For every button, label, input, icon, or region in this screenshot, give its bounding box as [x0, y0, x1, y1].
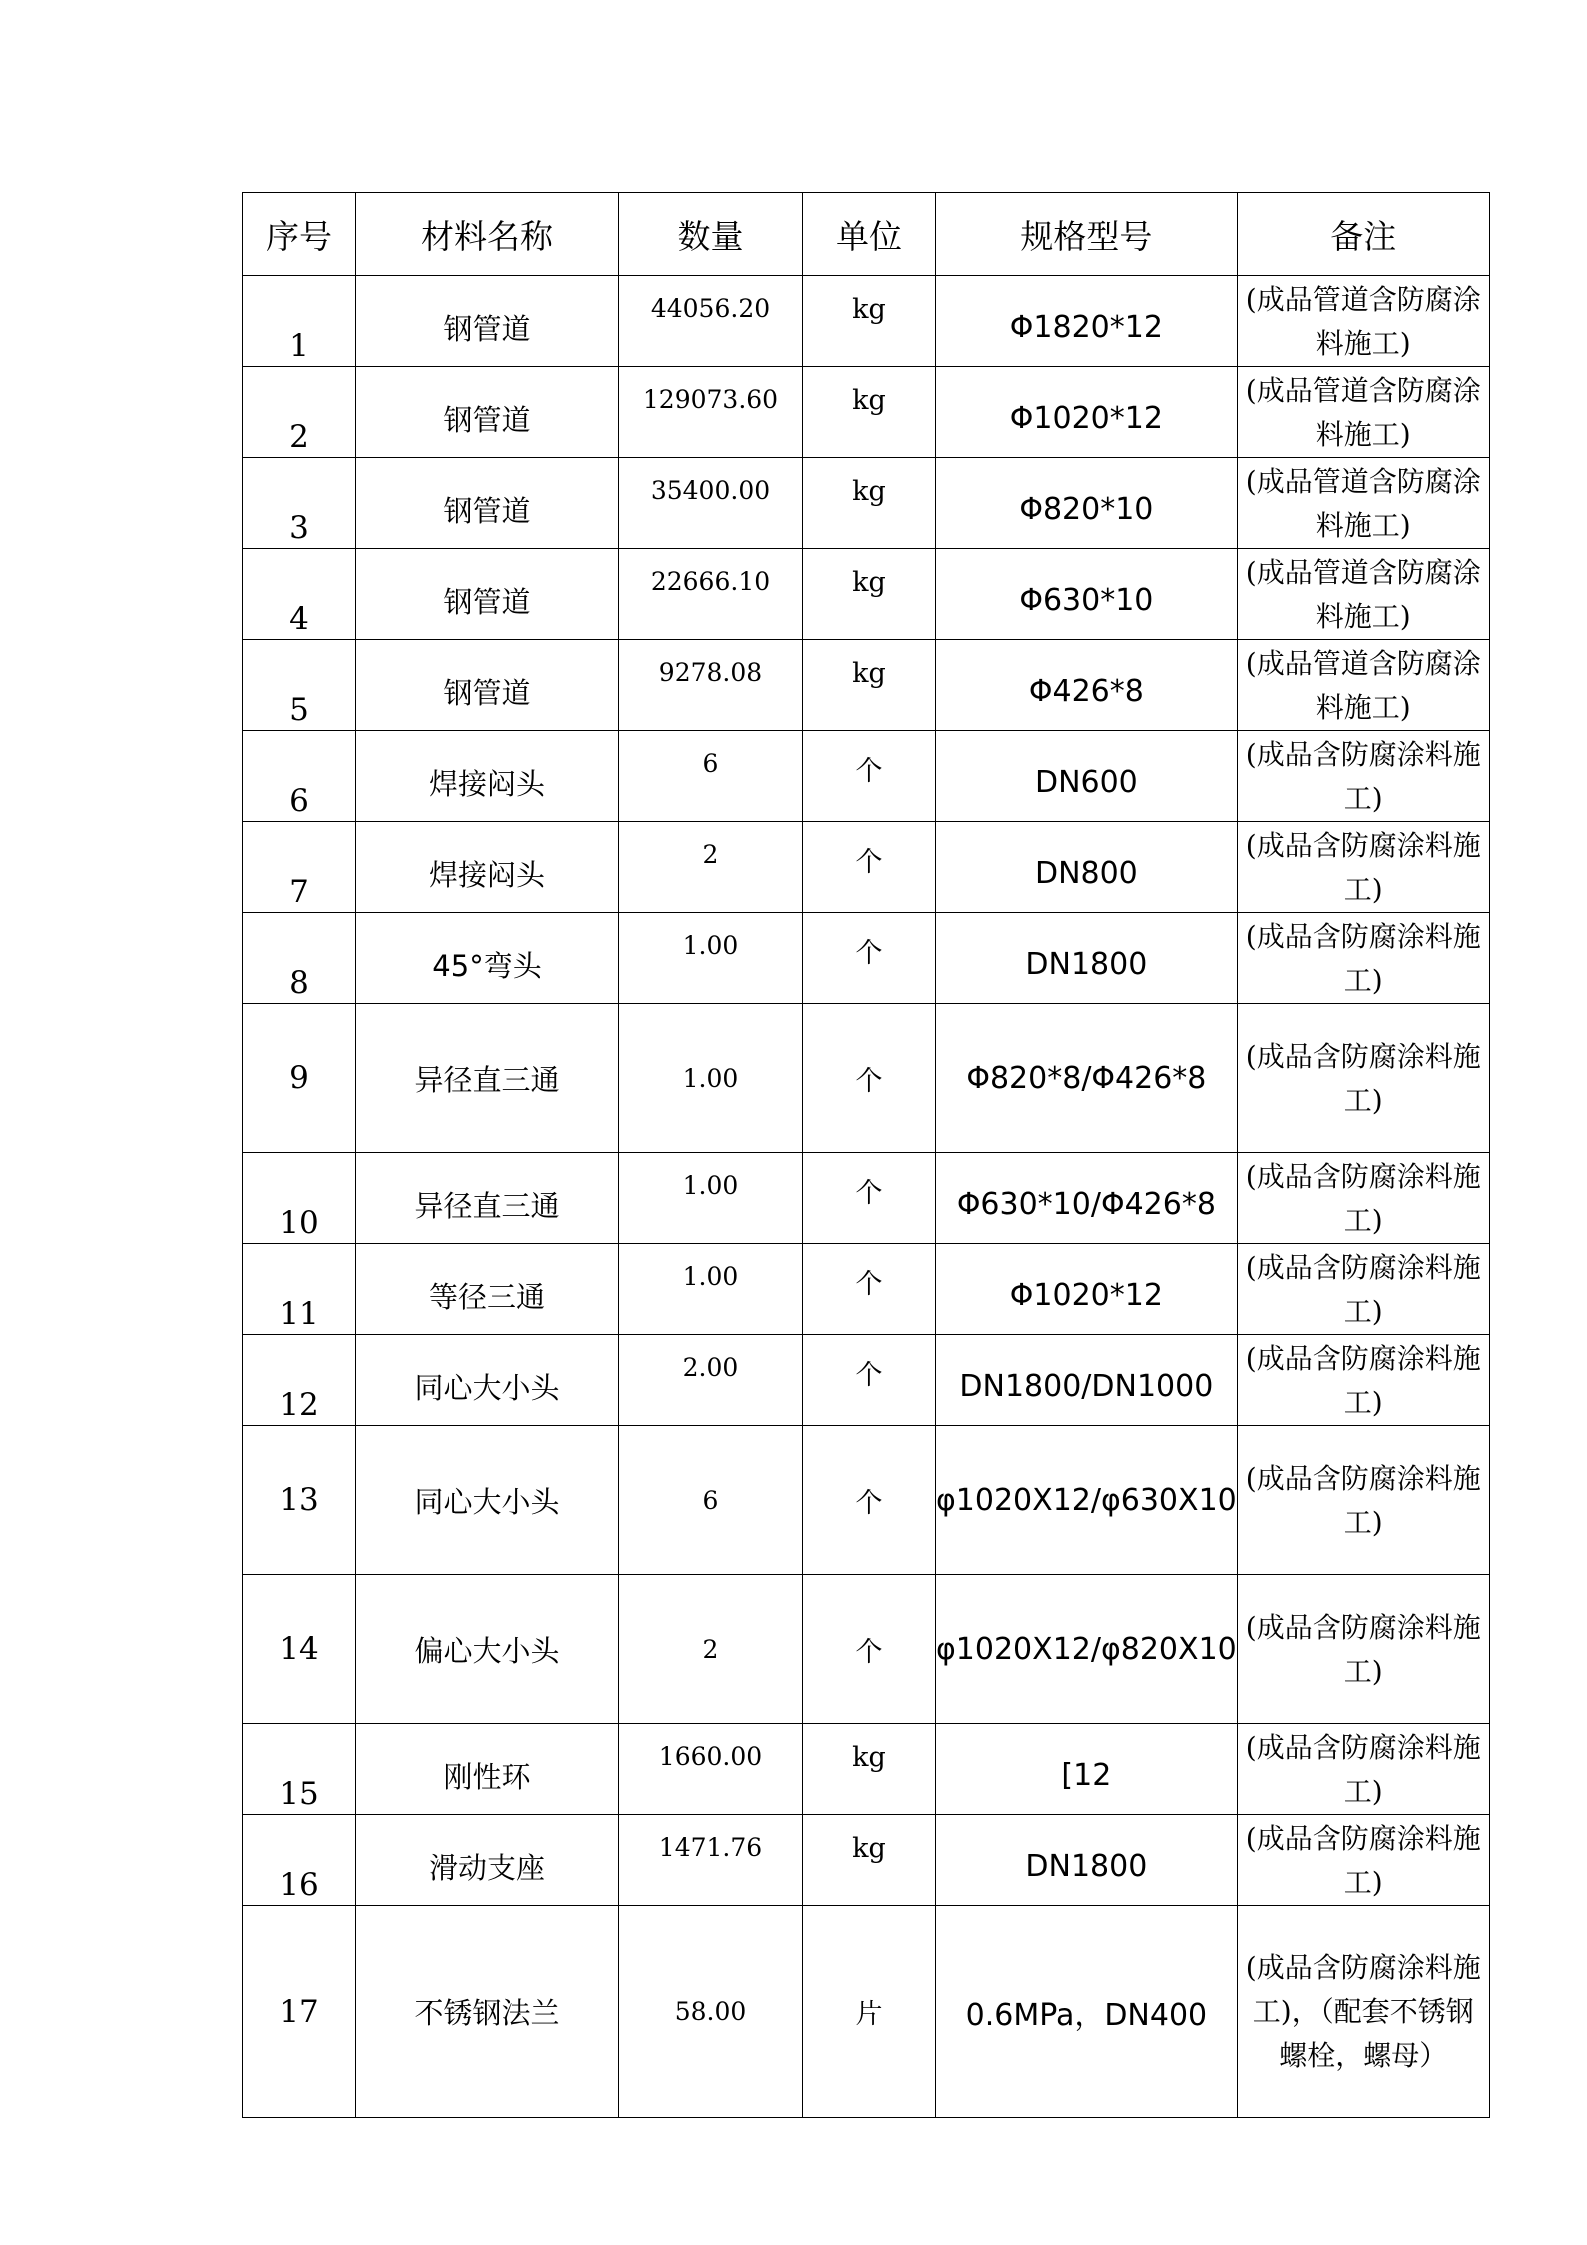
- cell-index: [243, 1153, 356, 1244]
- header-note: 备注: [1237, 193, 1489, 276]
- cell-note: [1237, 276, 1489, 367]
- cell-name-text: 同心大小头: [414, 1484, 560, 1519]
- cell-idx-text: 5: [289, 692, 309, 728]
- cell-idx-text: 7: [289, 874, 309, 910]
- cell-name: [356, 1004, 619, 1153]
- cell-note: [1237, 1724, 1489, 1815]
- cell-unit: [803, 822, 936, 913]
- cell-index: [243, 549, 356, 640]
- cell-qty: [619, 822, 803, 913]
- cell-name-text: 偏心大小头: [414, 1633, 560, 1668]
- cell-name: [356, 1575, 619, 1724]
- cell-idx-text: 17: [279, 1993, 319, 2030]
- cell-unit: [803, 1004, 936, 1153]
- cell-unit: [803, 640, 936, 731]
- cell-unit-text: kg: [852, 1742, 886, 1773]
- cell-spec-text: Φ820*8/Φ426*8: [966, 1060, 1207, 1096]
- cell-qty-text: 1.00: [682, 1063, 739, 1093]
- cell-qty-text: 1.00: [682, 1171, 739, 1200]
- cell-spec: [936, 1906, 1238, 2118]
- header-spec: 规格型号: [936, 193, 1238, 276]
- cell-idx-text: 6: [289, 783, 309, 819]
- cell-idx-text: 14: [279, 1631, 319, 1667]
- cell-name-text: 钢管道: [443, 402, 531, 437]
- cell-note-text: (成品管道含防腐涂料施工): [1245, 647, 1481, 724]
- cell-unit-text: kg: [852, 1833, 886, 1864]
- cell-spec-text: Φ630*10/Φ426*8: [956, 1186, 1216, 1222]
- table-row: [243, 1906, 1490, 2118]
- cell-idx-text: 1: [289, 328, 309, 364]
- cell-note: [1237, 822, 1489, 913]
- cell-note-text: (成品管道含防腐涂料施工): [1245, 283, 1481, 360]
- cell-qty-text: 22666.10: [650, 567, 771, 596]
- cell-unit-text: kg: [852, 567, 886, 598]
- cell-spec: [936, 822, 1238, 913]
- cell-note: [1237, 1244, 1489, 1335]
- cell-note-text: (成品含防腐涂料施工): [1245, 1611, 1481, 1688]
- cell-note: [1237, 367, 1489, 458]
- cell-unit-text: 个: [855, 1636, 883, 1668]
- cell-unit: [803, 1153, 936, 1244]
- cell-spec-text: Φ820*10: [1019, 491, 1154, 527]
- cell-spec: [936, 1724, 1238, 1815]
- cell-note-text: (成品含防腐涂料施工): [1245, 829, 1481, 906]
- cell-index: [243, 1724, 356, 1815]
- cell-unit-text: 个: [855, 1360, 883, 1391]
- cell-unit: [803, 1426, 936, 1575]
- cell-unit: [803, 1815, 936, 1906]
- cell-name-text: 钢管道: [443, 493, 531, 528]
- cell-note: [1237, 458, 1489, 549]
- cell-name: [356, 1906, 619, 2118]
- cell-note: [1237, 1815, 1489, 1906]
- cell-index: [243, 1335, 356, 1426]
- cell-note-text: (成品含防腐涂料施工): [1245, 1251, 1481, 1328]
- cell-unit-text: kg: [852, 294, 886, 325]
- cell-note-text: (成品管道含防腐涂料施工): [1245, 465, 1481, 542]
- cell-name: [356, 367, 619, 458]
- table-row: [243, 276, 1490, 367]
- cell-name-text: 钢管道: [443, 675, 531, 710]
- cell-spec-text: DN600: [1034, 764, 1138, 800]
- table-row: [243, 731, 1490, 822]
- cell-spec: [936, 458, 1238, 549]
- cell-qty: [619, 1004, 803, 1153]
- cell-name: [356, 1153, 619, 1244]
- table-row: [243, 1335, 1490, 1426]
- cell-name: [356, 1426, 619, 1575]
- cell-spec-text: DN1800: [1025, 1848, 1148, 1884]
- cell-unit-text: 个: [855, 938, 883, 969]
- cell-name-text: 焊接闷头: [428, 766, 545, 801]
- cell-qty-text: 1.00: [682, 931, 739, 960]
- cell-note-text: (成品管道含防腐涂料施工): [1245, 374, 1481, 451]
- cell-unit: [803, 549, 936, 640]
- cell-qty-text: 2: [702, 1634, 719, 1664]
- cell-idx-text: 11: [279, 1296, 319, 1332]
- table-row: [243, 458, 1490, 549]
- cell-note: [1237, 1575, 1489, 1724]
- header-index: 序号: [243, 193, 356, 276]
- cell-qty: [619, 1335, 803, 1426]
- cell-spec-text: Φ426*8: [1028, 673, 1144, 709]
- cell-note-text: (成品含防腐涂料施工)，（配套不锈钢螺栓，螺母）: [1245, 1950, 1481, 2072]
- cell-name: [356, 1335, 619, 1426]
- cell-idx-text: 4: [289, 601, 309, 637]
- cell-spec: [936, 1004, 1238, 1153]
- cell-spec: [936, 276, 1238, 367]
- cell-idx-text: 12: [279, 1387, 319, 1423]
- cell-qty-text: 6: [702, 749, 719, 778]
- cell-unit: [803, 367, 936, 458]
- cell-qty-text: 9278.08: [658, 658, 763, 687]
- cell-qty: [619, 1906, 803, 2118]
- cell-spec-text: Φ1020*12: [1009, 400, 1163, 436]
- cell-note-text: (成品含防腐涂料施工): [1245, 1160, 1481, 1237]
- cell-note: [1237, 913, 1489, 1004]
- cell-name-text: 钢管道: [443, 311, 531, 346]
- table-row: [243, 1153, 1490, 1244]
- cell-qty-text: 1471.76: [658, 1833, 763, 1862]
- cell-qty-text: 44056.20: [650, 294, 771, 323]
- table-row: [243, 1575, 1490, 1724]
- cell-qty-text: 129073.60: [642, 385, 779, 414]
- cell-spec-text: DN1800: [1025, 946, 1148, 982]
- cell-index: [243, 1575, 356, 1724]
- cell-qty-text: 2.00: [682, 1353, 739, 1382]
- cell-note: [1237, 549, 1489, 640]
- cell-spec-text: φ1020X12/φ820X10: [936, 1631, 1237, 1667]
- cell-qty: [619, 640, 803, 731]
- cell-unit: [803, 1244, 936, 1335]
- cell-qty: [619, 1575, 803, 1724]
- cell-note-text: (成品含防腐涂料施工): [1245, 1342, 1481, 1419]
- cell-name: [356, 731, 619, 822]
- cell-name: [356, 1724, 619, 1815]
- cell-name-text: 等径三通: [428, 1279, 545, 1314]
- table-row: [243, 913, 1490, 1004]
- table-row: [243, 367, 1490, 458]
- cell-spec: [936, 549, 1238, 640]
- cell-note: [1237, 1426, 1489, 1575]
- cell-name-text: 同心大小头: [414, 1370, 560, 1405]
- cell-index: [243, 1004, 356, 1153]
- cell-name-text: 异径直三通: [414, 1062, 560, 1097]
- cell-note-text: (成品含防腐涂料施工): [1245, 1822, 1481, 1899]
- cell-name-text: 刚性环: [443, 1759, 531, 1794]
- cell-spec: [936, 640, 1238, 731]
- cell-note-text: (成品管道含防腐涂料施工): [1245, 556, 1481, 633]
- cell-index: [243, 1244, 356, 1335]
- cell-index: [243, 276, 356, 367]
- cell-spec: [936, 1244, 1238, 1335]
- cell-spec: [936, 1153, 1238, 1244]
- cell-qty: [619, 276, 803, 367]
- cell-qty: [619, 731, 803, 822]
- cell-unit-text: 个: [855, 847, 883, 878]
- cell-spec-text: Φ1020*12: [1009, 1277, 1163, 1313]
- cell-unit-text: 片: [855, 1999, 883, 2030]
- cell-spec: [936, 1335, 1238, 1426]
- cell-unit-text: kg: [852, 658, 886, 689]
- table-row: [243, 640, 1490, 731]
- cell-qty: [619, 458, 803, 549]
- cell-unit-text: 个: [855, 756, 883, 787]
- cell-note-text: (成品含防腐涂料施工): [1245, 1040, 1481, 1117]
- cell-spec-text: [12: [1061, 1757, 1112, 1793]
- cell-spec-text: Φ630*10: [1019, 582, 1154, 618]
- cell-name: [356, 1815, 619, 1906]
- cell-qty: [619, 1244, 803, 1335]
- cell-index: [243, 367, 356, 458]
- cell-idx-text: 13: [279, 1482, 319, 1518]
- cell-unit-text: kg: [852, 385, 886, 416]
- cell-qty: [619, 1724, 803, 1815]
- cell-qty-text: 2: [702, 840, 719, 869]
- cell-spec-text: φ1020X12/φ630X10: [936, 1482, 1237, 1518]
- cell-qty: [619, 367, 803, 458]
- cell-spec-text: DN800: [1034, 855, 1138, 891]
- cell-name: [356, 913, 619, 1004]
- table-row: [243, 1724, 1490, 1815]
- cell-unit: [803, 1575, 936, 1724]
- header-name: 材料名称: [356, 193, 619, 276]
- cell-idx-text: 8: [289, 965, 309, 1001]
- cell-name-text: 45°弯头: [432, 948, 542, 983]
- cell-spec: [936, 731, 1238, 822]
- cell-note: [1237, 1335, 1489, 1426]
- cell-idx-text: 16: [279, 1867, 319, 1903]
- cell-idx-text: 2: [289, 419, 309, 455]
- table-row: [243, 1426, 1490, 1575]
- table-row: [243, 1004, 1490, 1153]
- cell-name: [356, 1244, 619, 1335]
- cell-qty: [619, 1153, 803, 1244]
- cell-note: [1237, 640, 1489, 731]
- cell-spec: [936, 913, 1238, 1004]
- cell-name: [356, 276, 619, 367]
- cell-index: [243, 640, 356, 731]
- cell-index: [243, 822, 356, 913]
- cell-idx-text: 15: [279, 1776, 319, 1812]
- cell-qty-text: 1.00: [682, 1262, 739, 1291]
- header-row: [243, 193, 1490, 276]
- cell-note: [1237, 1004, 1489, 1153]
- cell-index: [243, 458, 356, 549]
- cell-unit: [803, 276, 936, 367]
- cell-note: [1237, 1906, 1489, 2118]
- cell-note-text: (成品含防腐涂料施工): [1245, 738, 1481, 815]
- cell-qty: [619, 1815, 803, 1906]
- cell-unit-text: 个: [855, 1065, 883, 1097]
- cell-spec: [936, 1426, 1238, 1575]
- table-row: [243, 822, 1490, 913]
- cell-index: [243, 1906, 356, 2118]
- table-row: [243, 549, 1490, 640]
- cell-note-text: (成品含防腐涂料施工): [1245, 920, 1481, 997]
- cell-name-text: 滑动支座: [428, 1850, 545, 1885]
- cell-idx-text: 10: [279, 1205, 319, 1241]
- table-row: [243, 1244, 1490, 1335]
- cell-spec-text: Φ1820*12: [1009, 309, 1163, 345]
- cell-qty: [619, 549, 803, 640]
- cell-unit-text: kg: [852, 476, 886, 507]
- cell-spec: [936, 1575, 1238, 1724]
- cell-unit: [803, 731, 936, 822]
- cell-qty-text: 6: [702, 1485, 719, 1515]
- cell-note-text: (成品含防腐涂料施工): [1245, 1731, 1481, 1808]
- table-row: [243, 1815, 1490, 1906]
- cell-unit: [803, 458, 936, 549]
- cell-qty: [619, 913, 803, 1004]
- cell-spec: [936, 1815, 1238, 1906]
- cell-name-text: 异径直三通: [414, 1188, 560, 1223]
- cell-unit-text: 个: [855, 1178, 883, 1209]
- cell-qty: [619, 1426, 803, 1575]
- cell-index: [243, 913, 356, 1004]
- cell-qty-text: 35400.00: [650, 476, 771, 505]
- cell-name: [356, 822, 619, 913]
- cell-name: [356, 458, 619, 549]
- cell-spec-text: 0.6MPa，DN400: [965, 1997, 1208, 2033]
- cell-index: [243, 731, 356, 822]
- cell-unit-text: 个: [855, 1487, 883, 1519]
- cell-unit: [803, 1335, 936, 1426]
- header-unit: 单位: [803, 193, 936, 276]
- cell-unit-text: 个: [855, 1269, 883, 1300]
- cell-spec-text: DN1800/DN1000: [959, 1368, 1214, 1404]
- cell-idx-text: 9: [289, 1060, 309, 1096]
- cell-note: [1237, 731, 1489, 822]
- cell-name: [356, 640, 619, 731]
- cell-qty-text: 1660.00: [658, 1742, 763, 1771]
- cell-unit: [803, 1724, 936, 1815]
- cell-name: [356, 549, 619, 640]
- cell-unit: [803, 1906, 936, 2118]
- cell-note-text: (成品含防腐涂料施工): [1245, 1462, 1481, 1539]
- cell-unit: [803, 913, 936, 1004]
- cell-note: [1237, 1153, 1489, 1244]
- cell-spec: [936, 367, 1238, 458]
- cell-idx-text: 3: [289, 510, 309, 546]
- cell-name-text: 焊接闷头: [428, 857, 545, 892]
- cell-name-text: 不锈钢法兰: [414, 1996, 560, 2030]
- cell-index: [243, 1426, 356, 1575]
- cell-index: [243, 1815, 356, 1906]
- materials-table: [242, 192, 1490, 2118]
- header-qty: 数量: [619, 193, 803, 276]
- cell-name-text: 钢管道: [443, 584, 531, 619]
- cell-qty-text: 58.00: [674, 1997, 747, 2026]
